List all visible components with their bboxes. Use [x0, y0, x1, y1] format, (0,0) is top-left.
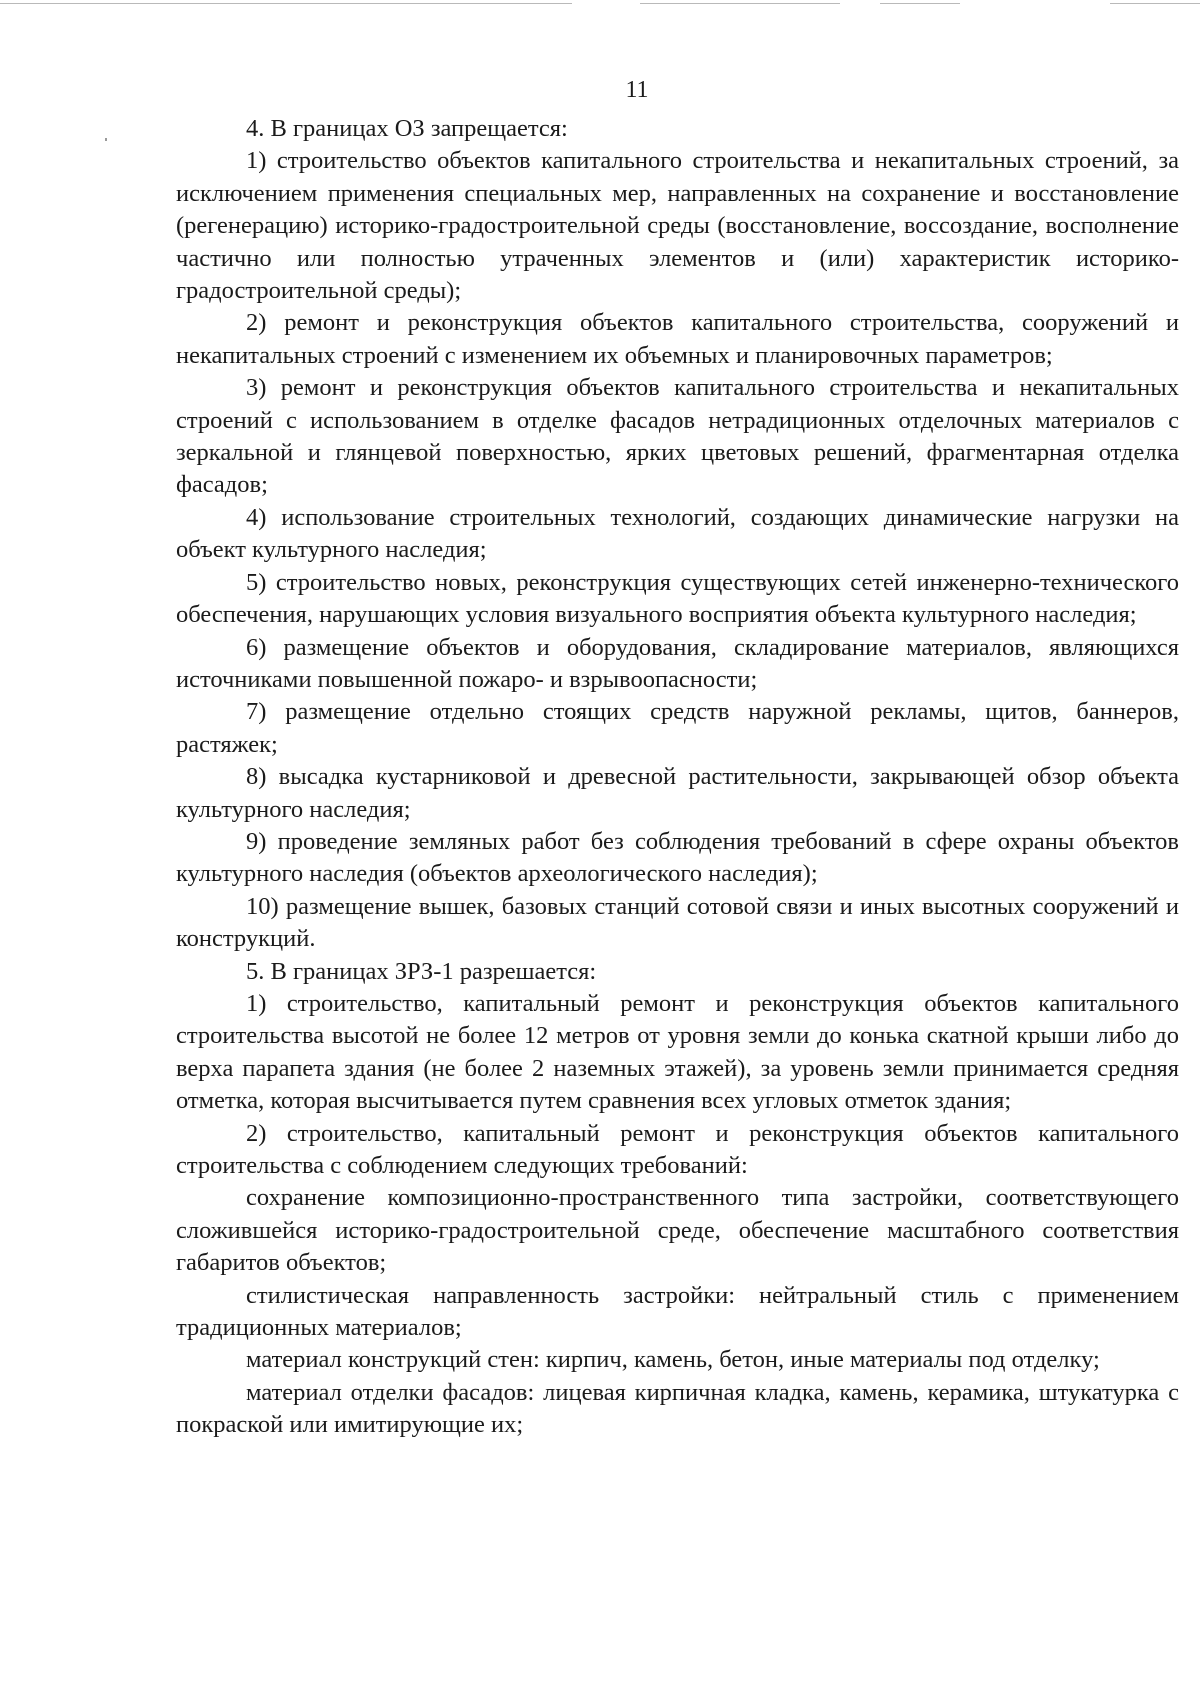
- paragraph-requirement: сохранение композиционно-пространственного типа застройки, соответствующего сложившейся историко-градостроительной среде, обеспечение масштабного соответствия габаритов объектов;: [176, 1184, 1179, 1277]
- paragraph-list-item: 1) строительство, капитальный ремонт и реконструкция объектов капитального строительства высотой не более 12 метров от уровня земли до конька скатной крыши либо до верха парапета здания (не более 2 наземных этажей), за уровень земли принимается средняя отметка, которая высчитывается путем сравнения всех угловых отметок здания;: [176, 989, 1179, 1115]
- paragraph-requirement: материал конструкций стен: кирпич, камень, бетон, иные материалы под отделку;: [246, 1346, 1100, 1374]
- paragraph-list-item: 6) размещение объектов и оборудования, складирование материалов, являющихся источниками повышенной пожаро- и взрывоопасности;: [176, 633, 1179, 693]
- paragraph-list-item: 2) ремонт и реконструкция объектов капитального строительства, сооружений и некапитальных строений с изменением их объемных и планировочных параметров;: [176, 309, 1179, 369]
- scan-speck: [105, 138, 107, 141]
- paragraph-list-item: 5) строительство новых, реконструкция существующих сетей инженерно-технического обеспечения, нарушающих условия визуального восприятия объекта культурного наследия;: [176, 568, 1179, 629]
- paragraph-list-item: 10) размещение вышек, базовых станций сотовой связи и иных высотных сооружений и конструкций.: [176, 892, 1179, 953]
- paragraph-list-item: 7) размещение отдельно стоящих средств наружной рекламы, щитов, баннеров, растяжек;: [176, 698, 1179, 758]
- paragraph-list-item: 8) высадка кустарниковой и древесной растительности, закрывающей обзор объекта культурного наследия;: [176, 763, 1179, 823]
- paragraph-list-item: 4) использование строительных технологий, создающих динамические нагрузки на объект культурного наследия;: [176, 503, 1179, 564]
- paragraph-requirement: стилистическая направленность застройки: нейтральный стиль с применением традиционных материалов;: [176, 1281, 1179, 1342]
- scan-artifact-line: [640, 3, 840, 4]
- paragraph-list-item: 9) проведение земляных работ без соблюдения требований в сфере охраны объектов культурного наследия (объектов археологического наследия);: [176, 827, 1179, 888]
- document-body: [176, 113, 1179, 1442]
- paragraph-section-4-heading: 4. В границах ОЗ запрещается:: [246, 115, 568, 142]
- scan-artifact-line: [880, 3, 960, 4]
- paragraph-section-5-heading: 5. В границах ЗРЗ-1 разрешается:: [246, 957, 597, 985]
- paragraph-list-item: 1) строительство объектов капитального строительства и некапитальных строений, за исключением применения специальных мер, направленных на сохранение и восстановление (регенерацию) историко-градостроительной среды (восстановление, воссоздание, восполнение частично или полностью утраченных элементов и (или) характеристик историко-градостроительной среды);: [176, 147, 1179, 305]
- page-number: 11: [625, 77, 649, 103]
- scan-artifact-line: [1110, 3, 1200, 4]
- paragraph-requirement: материал отделки фасадов: лицевая кирпичная кладка, камень, керамика, штукатурка с покраской или имитирующие их;: [176, 1378, 1179, 1439]
- paragraph-list-item: 2) строительство, капитальный ремонт и реконструкция объектов капитального строительства с соблюдением следующих требований:: [176, 1119, 1179, 1179]
- scan-artifact-line: [0, 3, 572, 4]
- paragraph-list-item: 3) ремонт и реконструкция объектов капитального строительства и некапитальных строений с использованием в отделке фасадов нетрадиционных отделочных материалов с зеркальной и глянцевой поверхностью, ярких цветовых решений, фрагментарная отделка фасадов;: [176, 374, 1179, 499]
